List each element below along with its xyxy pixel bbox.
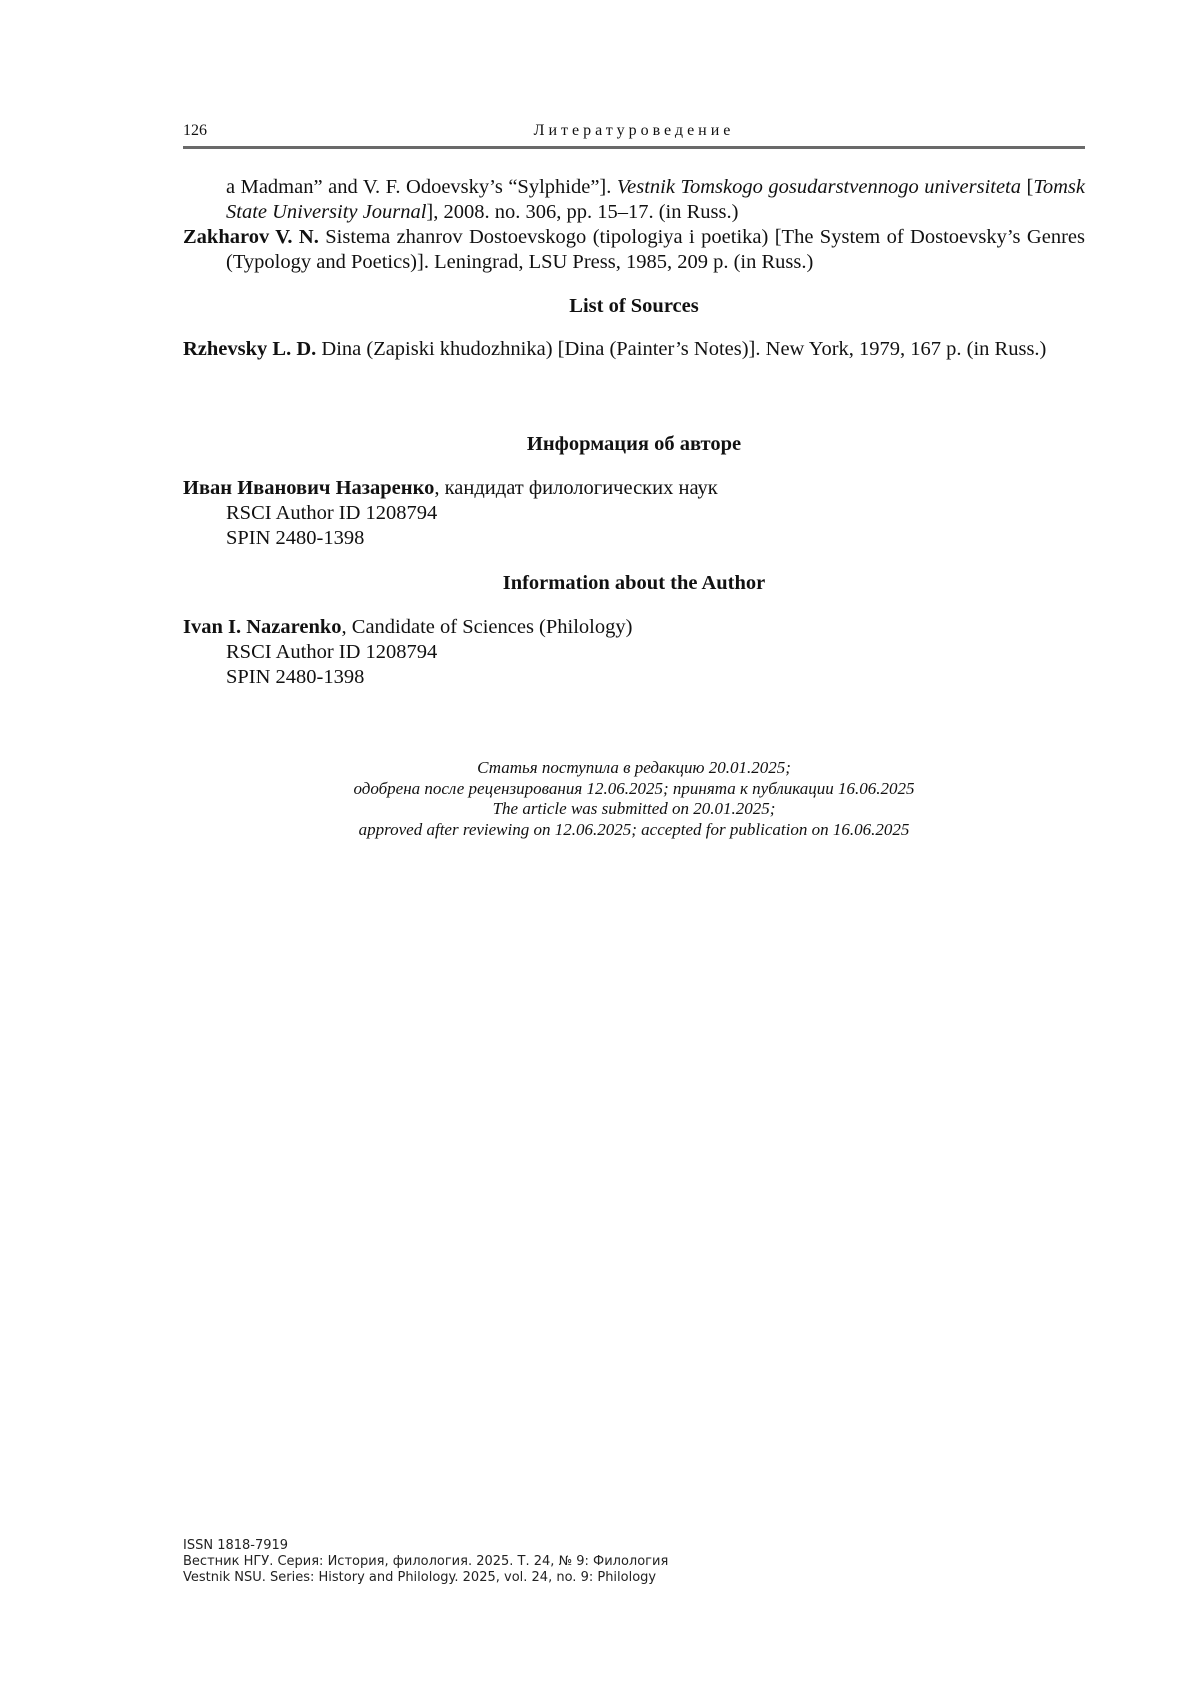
reference-text: ], 2008. no. 306, pp. 15–17. (in Russ.) [426, 201, 739, 223]
source-text: Dina (Zapiski khudozhnika) [Dina (Painter’s Notes)]. New York, 1979, 167 p. (in Russ.) [316, 338, 1047, 360]
author-ru-spin: SPIN 2480-1398 [226, 527, 365, 549]
author-ru-name: Иван Иванович Назаренко [183, 477, 435, 499]
list-of-sources-title: List of Sources [569, 295, 699, 317]
author-en-spin: SPIN 2480-1398 [226, 666, 365, 688]
date-approved-en: approved after reviewing on 12.06.2025; accepted for publication on 16.06.2025 [358, 819, 910, 839]
article-dates [183, 758, 1085, 840]
author-en-rsci: RSCI Author ID 1208794 [226, 641, 438, 663]
reference-continued [183, 175, 1085, 225]
page-footer [183, 1538, 668, 1586]
reference-text: Sistema zhanrov Dostoevskogo (tipologiya i poetika) [The System of Dostoevsky’s Genres (Typology and Poetics)]. Leningrad, LSU Press, 1985, 209 p. (in Russ.) [226, 226, 1085, 273]
author-ru-degree: , кандидат филологических наук [434, 477, 718, 499]
author-en-line [183, 615, 1085, 640]
running-head: Литературоведение [533, 122, 735, 139]
page-number: 126 [183, 122, 207, 139]
footer-journal-ru: Вестник НГУ. Серия: История, филология. 2025. Т. 24, № 9: Филология [183, 1554, 669, 1569]
footer-journal-en: Vestnik NSU. Series: History and Philology. 2025, vol. 24, no. 9: Philology [183, 1570, 657, 1585]
reference-item [183, 225, 1085, 275]
author-info-ru-title: Информация об авторе [526, 433, 742, 455]
date-submitted-en: The article was submitted on 20.01.2025; [492, 799, 776, 818]
date-approved-ru: одобрена после рецензирования 12.06.2025; принята к публикации 16.06.2025 [353, 778, 915, 798]
author-info-en-title: Information about the Author [502, 572, 766, 594]
journal-title: Vestnik Tomskogo gosudarstvennogo universiteta [616, 176, 1021, 198]
footer-issn: ISSN 1818-7919 [183, 1538, 289, 1553]
journal-translation: Tomsk State University Journal [226, 176, 1085, 223]
reference-author: Zakharov V. N. [183, 226, 319, 248]
page-header [183, 122, 1085, 148]
reference-text: a Madman” and V. F. Odoevsky’s “Sylphide”]. [226, 176, 617, 198]
author-ru-rsci: RSCI Author ID 1208794 [226, 502, 438, 524]
header-rule [183, 146, 1085, 149]
author-ru-line [183, 476, 1085, 501]
reference-text: [ [1021, 176, 1034, 198]
source-author: Rzhevsky L. D. [183, 338, 317, 360]
page-content [183, 175, 1085, 840]
source-item [183, 337, 1085, 362]
author-en-degree: , Candidate of Sciences (Philology) [341, 616, 633, 638]
date-submitted-ru: Статья поступила в редакцию 20.01.2025; [477, 758, 791, 777]
author-en-name: Ivan I. Nazarenko [183, 616, 342, 638]
